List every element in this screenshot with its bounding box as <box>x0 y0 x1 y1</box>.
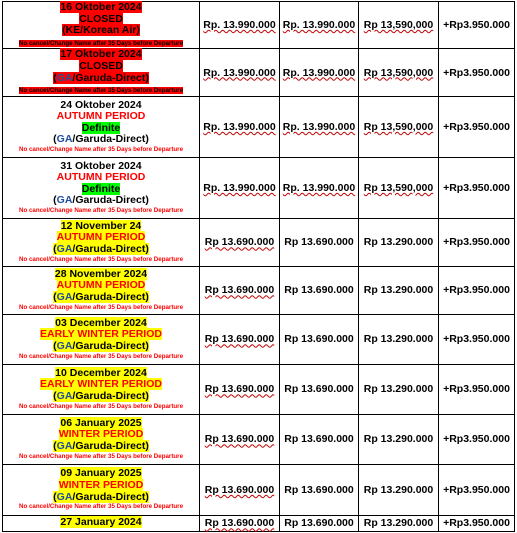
surcharge-value: +Rp3.950.000 <box>443 433 510 446</box>
status-label: CLOSED <box>79 12 123 25</box>
price-value: Rp 13.690.000 <box>204 383 275 396</box>
period-label: AUTUMN PERIOD <box>56 110 146 123</box>
departure-date: 31 Oktober 2024 <box>60 159 142 172</box>
price-value: Rp 13.690.000 <box>284 517 354 530</box>
cancel-policy-note: No cancel/Change Name after 35 Days before Departure <box>18 206 184 214</box>
surcharge-cell <box>439 414 515 464</box>
departure-date: 10 December 2024 <box>55 366 147 379</box>
departure-date: 16 Oktober 2024 <box>60 1 142 13</box>
departure-date: 17 Oktober 2024 <box>60 48 142 61</box>
price-cell <box>280 364 359 414</box>
price-value: Rp 13.290.000 <box>363 236 434 249</box>
airline-label: (KE/Korean Air) <box>62 24 140 37</box>
surcharge-cell <box>439 2 515 49</box>
airline-label: (GA/Garuda-Direct) <box>53 291 149 304</box>
cancel-policy-note: No cancel/Change Name after 35 Days before Departure <box>18 255 184 263</box>
airline-code: GA <box>56 490 73 503</box>
departure-date: 06 January 2025 <box>60 416 142 429</box>
surcharge-value: +Rp3.950.000 <box>443 333 510 346</box>
cancel-policy-note: No cancel/Change Name after 35 Days before Departure <box>18 303 184 311</box>
price-cell <box>280 96 359 157</box>
definite-badge: Definite <box>81 121 121 134</box>
price-cell <box>280 515 359 531</box>
cancel-policy-note: No cancel/Change Name after 35 Days before Departure <box>18 39 184 47</box>
surcharge-value: +Rp3.950.000 <box>443 66 510 79</box>
price-cell <box>280 157 359 218</box>
price-cell <box>359 464 439 515</box>
surcharge-value: +Rp3.950.000 <box>443 383 510 396</box>
surcharge-cell <box>439 49 515 96</box>
table-row <box>3 414 515 464</box>
period-label: AUTUMN PERIOD <box>56 171 146 184</box>
surcharge-value: +Rp3.950.000 <box>443 181 510 194</box>
cancel-policy-note: No cancel/Change Name after 35 Days before Departure <box>18 402 184 410</box>
airline-label: (GA/Garuda-Direct) <box>53 133 149 146</box>
surcharge-cell <box>439 364 515 414</box>
departure-cell <box>3 96 200 157</box>
airline-code: GA <box>56 440 73 453</box>
table-row <box>3 49 515 96</box>
period-label: EARLY WINTER PERIOD <box>40 378 162 391</box>
table-row <box>3 364 515 414</box>
price-value: Rp 13.690.000 <box>284 333 354 346</box>
departure-date: 27 January 2024 <box>60 516 142 529</box>
departure-date: 28 November 2024 <box>54 267 148 280</box>
surcharge-value: +Rp3.950.000 <box>443 284 510 297</box>
departure-date: 24 Oktober 2024 <box>60 98 142 111</box>
table-row <box>3 464 515 515</box>
price-value: Rp 13.690.000 <box>204 284 275 297</box>
departure-date: 12 November 24 <box>60 219 142 232</box>
surcharge-value: +Rp3.950.000 <box>443 517 510 530</box>
definite-badge: Definite <box>81 182 121 195</box>
price-cell <box>200 464 280 515</box>
airline-label: (GA/Garuda-Direct) <box>53 490 149 503</box>
departure-cell <box>3 464 200 515</box>
price-cell <box>359 218 439 266</box>
table-row <box>3 266 515 314</box>
price-cell <box>200 2 280 49</box>
airline-label: (GA/Garuda-Direct) <box>53 71 149 84</box>
price-cell <box>200 218 280 266</box>
status-label: CLOSED <box>79 59 123 72</box>
price-value: Rp 13.690.000 <box>284 433 354 446</box>
departure-cell <box>3 364 200 414</box>
price-value: Rp 13.290.000 <box>363 383 434 396</box>
price-value: Rp 13.290.000 <box>363 433 434 446</box>
price-value: Rp. 13.990.000 <box>203 66 276 79</box>
price-cell <box>359 96 439 157</box>
airline-code: GA <box>56 71 73 84</box>
cancel-policy-note: No cancel/Change Name after 35 Days before Departure <box>18 352 184 360</box>
price-value: Rp. 13.990.000 <box>203 19 276 32</box>
price-cell <box>200 49 280 96</box>
price-value: Rp 13.290.000 <box>363 483 434 496</box>
surcharge-cell <box>439 464 515 515</box>
departure-date: 09 January 2025 <box>60 467 142 480</box>
surcharge-cell <box>439 218 515 266</box>
airline-code: GA <box>56 291 73 304</box>
price-cell <box>200 314 280 364</box>
price-cell <box>200 96 280 157</box>
airline-code: GA <box>56 194 73 207</box>
surcharge-cell <box>439 96 515 157</box>
price-cell <box>280 218 359 266</box>
departure-cell <box>3 515 200 531</box>
table-row <box>3 2 515 49</box>
cancel-policy-note: No cancel/Change Name after 35 Days before Departure <box>18 145 184 153</box>
surcharge-cell <box>439 515 515 531</box>
price-value: Rp. 13.990.000 <box>282 120 356 133</box>
price-cell <box>280 49 359 96</box>
table-row <box>3 314 515 364</box>
price-cell <box>200 515 280 531</box>
surcharge-cell <box>439 266 515 314</box>
price-value: Rp 13.690.000 <box>284 483 354 496</box>
price-cell <box>280 464 359 515</box>
price-cell <box>280 314 359 364</box>
price-value: Rp 13.290.000 <box>363 333 434 346</box>
price-value: Rp 13.690.000 <box>284 383 354 396</box>
price-cell <box>280 266 359 314</box>
surcharge-value: +Rp3.950.000 <box>443 120 510 133</box>
price-value: Rp 13.690.000 <box>204 236 275 249</box>
surcharge-cell <box>439 314 515 364</box>
airline-code: GA <box>56 133 73 146</box>
price-cell <box>359 364 439 414</box>
tour-schedule-price-table <box>2 1 515 532</box>
departure-cell <box>3 414 200 464</box>
price-cell <box>200 266 280 314</box>
price-cell <box>359 314 439 364</box>
price-value: Rp. 13.990.000 <box>282 66 356 79</box>
price-cell <box>359 515 439 531</box>
price-cell <box>359 266 439 314</box>
table-row <box>3 515 515 531</box>
price-cell <box>280 414 359 464</box>
price-cell <box>359 157 439 218</box>
table-row <box>3 218 515 266</box>
departure-cell <box>3 157 200 218</box>
price-value: Rp. 13.990.000 <box>282 181 356 194</box>
cancel-policy-note: No cancel/Change Name after 35 Days before Departure <box>18 87 184 95</box>
departure-cell <box>3 49 200 96</box>
departure-cell <box>3 218 200 266</box>
surcharge-value: +Rp3.950.000 <box>443 236 510 249</box>
period-label: AUTUMN PERIOD <box>56 279 146 292</box>
price-value: Rp 13.290.000 <box>363 517 434 530</box>
period-label: WINTER PERIOD <box>58 478 144 491</box>
price-cell <box>359 2 439 49</box>
departure-cell <box>3 2 200 49</box>
price-value: Rp 13,590,000 <box>363 19 434 32</box>
table-row <box>3 157 515 218</box>
period-label: WINTER PERIOD <box>58 428 144 441</box>
price-cell <box>200 157 280 218</box>
price-value: Rp 13.690.000 <box>204 433 275 446</box>
departure-cell <box>3 314 200 364</box>
airline-label: (GA/Garuda-Direct) <box>53 340 149 353</box>
price-value: Rp. 13.990.000 <box>203 120 276 133</box>
price-value: Rp 13.690.000 <box>204 517 275 530</box>
price-value: Rp. 13.990.000 <box>203 181 276 194</box>
price-value: Rp 13.690.000 <box>204 483 275 496</box>
departure-date: 03 December 2024 <box>55 316 147 329</box>
price-value: Rp 13,590,000 <box>363 120 434 133</box>
cancel-policy-note: No cancel/Change Name after 35 Days before Departure <box>18 503 184 511</box>
price-value: Rp 13.690.000 <box>284 236 354 249</box>
price-value: Rp 13.290.000 <box>363 284 434 297</box>
airline-code: GA <box>56 390 73 403</box>
airline-code: GA <box>56 243 73 256</box>
price-value: Rp 13.690.000 <box>284 284 354 297</box>
price-cell <box>359 414 439 464</box>
surcharge-value: +Rp3.950.000 <box>443 483 510 496</box>
price-value: Rp. 13.990.000 <box>282 19 356 32</box>
departure-cell <box>3 266 200 314</box>
airline-label: (GA/Garuda-Direct) <box>53 243 149 256</box>
price-cell <box>359 49 439 96</box>
surcharge-value: +Rp3.950.000 <box>443 19 510 32</box>
airline-label: (GA/Garuda-Direct) <box>53 390 149 403</box>
airline-label: (GA/Garuda-Direct) <box>53 440 149 453</box>
price-value: Rp 13.690.000 <box>204 333 275 346</box>
period-label: AUTUMN PERIOD <box>56 231 146 244</box>
surcharge-cell <box>439 157 515 218</box>
price-cell <box>200 364 280 414</box>
table-row <box>3 96 515 157</box>
cancel-policy-note: No cancel/Change Name after 35 Days before Departure <box>18 452 184 460</box>
price-cell <box>280 2 359 49</box>
period-label: EARLY WINTER PERIOD <box>40 328 162 341</box>
price-cell <box>200 414 280 464</box>
airline-label: (GA/Garuda-Direct) <box>53 194 149 207</box>
price-value: Rp 13,590,000 <box>363 181 434 194</box>
price-value: Rp 13,590,000 <box>363 66 434 79</box>
airline-code: GA <box>56 340 73 353</box>
